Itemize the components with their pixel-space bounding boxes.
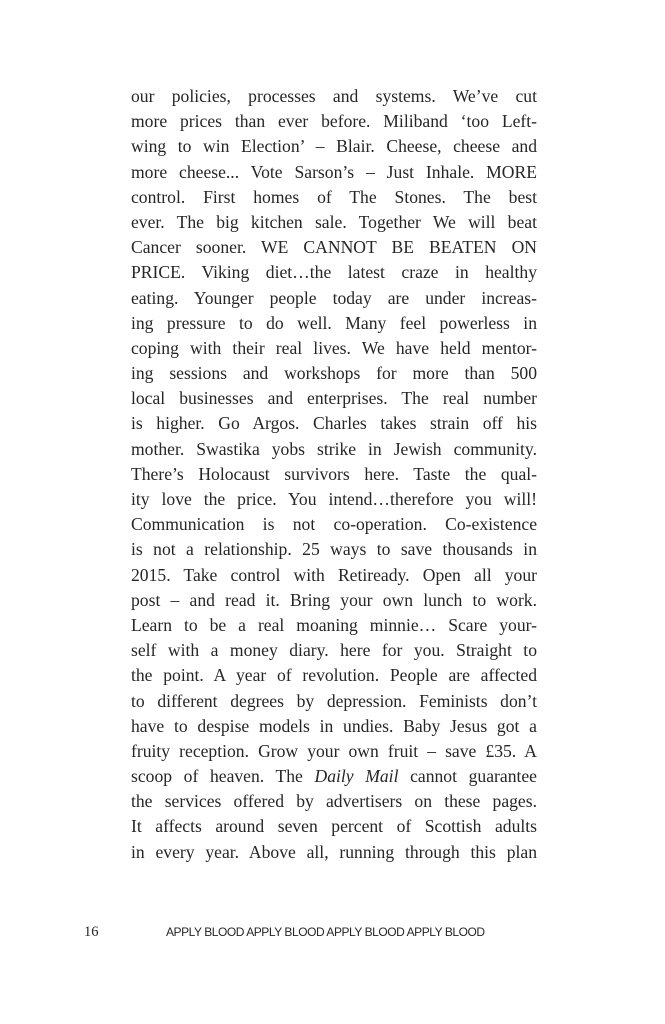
text-line: in every year. Above all, running through this plan xyxy=(131,841,537,862)
text-line: to different degrees by depression. Feminists don’t xyxy=(131,690,537,711)
text-line: is higher. Go Argos. Charles takes strain off his xyxy=(131,413,537,434)
text-line: fruity reception. Grow your own fruit – save £35. A xyxy=(131,740,537,761)
text-line: There’s Holocaust survivors here. Taste the qual- xyxy=(131,463,537,484)
text-line: control. First homes of The Stones. The best xyxy=(131,186,537,207)
text-run: cannot guarantee xyxy=(398,766,537,787)
text-line: our policies, processes and systems. We’ve cut xyxy=(131,86,537,106)
text-line: self with a money diary. here for you. Straight to xyxy=(131,640,537,661)
text-line: ever. The big kitchen sale. Together We will beat xyxy=(131,211,537,232)
text-line: more cheese... Vote Sarson’s – Just Inhale. MORE xyxy=(131,161,537,182)
text-line: PRICE. Viking diet…the latest craze in healthy xyxy=(131,262,537,283)
text-line: ity love the price. You intend…therefore you will! xyxy=(131,489,537,509)
text-line: the services offered by advertisers on these pages. xyxy=(131,791,537,812)
text-line: post – and read it. Bring your own lunch to work. xyxy=(131,589,537,610)
page-number: 16 xyxy=(84,924,99,940)
text-line: more prices than ever before. Miliband ‘too Left- xyxy=(131,111,537,132)
text-line: Communication is not co-operation. Co-existence xyxy=(131,514,537,535)
text-line: the point. A year of revolution. People are affected xyxy=(131,665,537,686)
running-footer: APPLY BLOOD APPLY BLOOD APPLY BLOOD APPLY BLOOD xyxy=(166,925,485,939)
body-text xyxy=(131,84,537,865)
text-line: wing to win Election’ – Blair. Cheese, cheese and xyxy=(131,136,537,157)
text-line: It affects around seven percent of Scottish adults xyxy=(131,816,537,837)
text-line: eating. Younger people today are under increas- xyxy=(131,287,537,308)
text-line: is not a relationship. 25 ways to save thousands in xyxy=(131,539,537,560)
text-line: mother. Swastika yobs strike in Jewish community. xyxy=(131,438,537,459)
text-line: ing pressure to do well. Many feel powerless in xyxy=(131,312,537,333)
text-line: Cancer sooner. WE CANNOT BE BEATEN ON xyxy=(131,237,537,258)
text-line-with-italic xyxy=(131,764,537,789)
text-line: ing sessions and workshops for more than 500 xyxy=(131,363,537,384)
text-line: local businesses and enterprises. The real number xyxy=(131,388,537,409)
text-line: 2015. Take control with Retiready. Open all your xyxy=(131,564,537,585)
text-line: Learn to be a real moaning minnie… Scare your- xyxy=(131,614,537,635)
italic-title: Daily Mail xyxy=(314,766,399,787)
text-line: coping with their real lives. We have held mentor- xyxy=(131,337,537,358)
text-line: have to despise models in undies. Baby Jesus got a xyxy=(131,715,537,736)
text-run: scoop of heaven. The xyxy=(131,766,315,787)
